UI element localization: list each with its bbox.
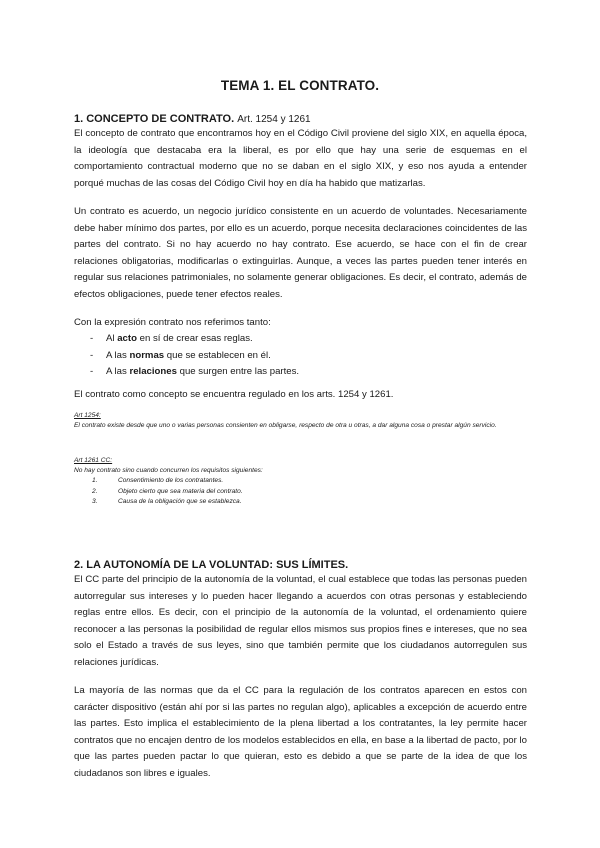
art-1261-requirements xyxy=(74,476,527,507)
list-item: - A las normas que se establecen en él. xyxy=(74,348,527,365)
list-intro: Con la expresión contrato nos referimos tanto: xyxy=(74,317,271,328)
art-1261-intro: No hay contrato sino cuando concurren los requisitos siguientes: xyxy=(74,467,263,475)
list-dash: - xyxy=(90,366,94,377)
list-dash: - xyxy=(90,333,94,344)
section-1-paragraph-2: Un contrato es acuerdo, un negocio jurídico consistente en un acuerdo de voluntades. Necesariamente debe haber mínimo dos partes, por ello es un acuerdo, porque necesita declaraciones coincidentes de las partes del contrato. Si no hay acuerdo no hay contrato. Ese acuerdo, se hace con el fin de crear relaciones obligatorias, modificarlas o extinguirlas. Aunque, a veces las partes pueden tener interés en regular sus relaciones patrimoniales, no solamente generar obligaciones. Es decir, el contrato, además de efectos obligaciones, puede tener efectos reales. xyxy=(74,206,527,300)
art-1254-text: El contrato existe desde que uno o varias personas consienten en obligarse, respecto de otra u otras, a dar alguna cosa o prestar algún servicio. xyxy=(74,422,497,430)
section-1-heading-text: 1. CONCEPTO DE CONTRATO. xyxy=(74,113,235,125)
list-dash: - xyxy=(90,349,94,361)
section-1-paragraph-3: El contrato como concepto se encuentra regulado en los arts. 1254 y 1261. xyxy=(74,389,394,400)
requirement-item: 3. Causa de la obligación que se establezca. xyxy=(92,497,242,505)
section-1-article-ref: Art. 1254 y 1261 xyxy=(237,114,311,125)
section-2-paragraph-1: El CC parte del principio de la autonomía de la voluntad, el cual establece que todas las personas pueden autorregular sus intereses y lo pueden hacer llegando a acuerdos con otras personas y estableciendo reglas entre ellos. Es decir, con el principio de la autonomía de la voluntad, el ordenamiento quiere reconocer a las personas la posibilidad de regular ellos mismos sus propios fines e intereses, que no sea solo el Estado a través de sus leyes, sino que también permite que los ciudadanos autorregulen sus relaciones jurídicas. xyxy=(74,574,527,668)
art-1254-quote xyxy=(74,411,527,431)
section-2-paragraph-2: La mayoría de las normas que da el CC para la regulación de los contratos aparecen en estos con carácter dispositivo (están ahí por si las partes no regulan algo), aplicables a excepción de acuerdo entre las partes. Esto implica el establecimiento de la plena libertad a los contratantes, la ley permite hacer contratos que no encajen dentro de los modelos establecidos en ella, en base a la libertad de pacto, por lo que las partes pueden pactar lo que quieran, esto es debido a que se parte de la idea de que los ciudadanos son libres e iguales. xyxy=(74,685,527,779)
section-2-heading: 2. LA AUTONOMÍA DE LA VOLUNTAD: SUS LÍMITES. xyxy=(74,559,349,571)
section-1-paragraph-1: El concepto de contrato que encontramos hoy en el Código Civil proviene del siglo XIX, en aquella época, la ideología que destacaba era la liberal, es por ello que hay una serie de esquemas en el comportamiento contractual moderno que no se daban en el siglo XIX, y eso nos ayuda a entender porqué muchas de las cosas del Código Civil hoy en día ha habido que matizarlas. xyxy=(74,128,527,189)
section-1-heading xyxy=(74,113,311,125)
contract-meaning-list xyxy=(74,331,527,381)
art-1261-quote xyxy=(74,456,527,507)
list-item: - Al acto en sí de crear esas reglas. xyxy=(74,331,527,348)
art-1254-label: Art 1254: xyxy=(74,412,101,419)
requirement-item: 2. Objeto cierto que sea materia del contrato. xyxy=(92,487,243,495)
requirement-item: 1. Consentimiento de los contratantes. xyxy=(92,477,224,485)
document-title: TEMA 1. EL CONTRATO. xyxy=(220,78,380,93)
list-item: - A las relaciones que surgen entre las partes. xyxy=(74,364,527,381)
art-1261-label: Art 1261 CC: xyxy=(74,457,113,464)
